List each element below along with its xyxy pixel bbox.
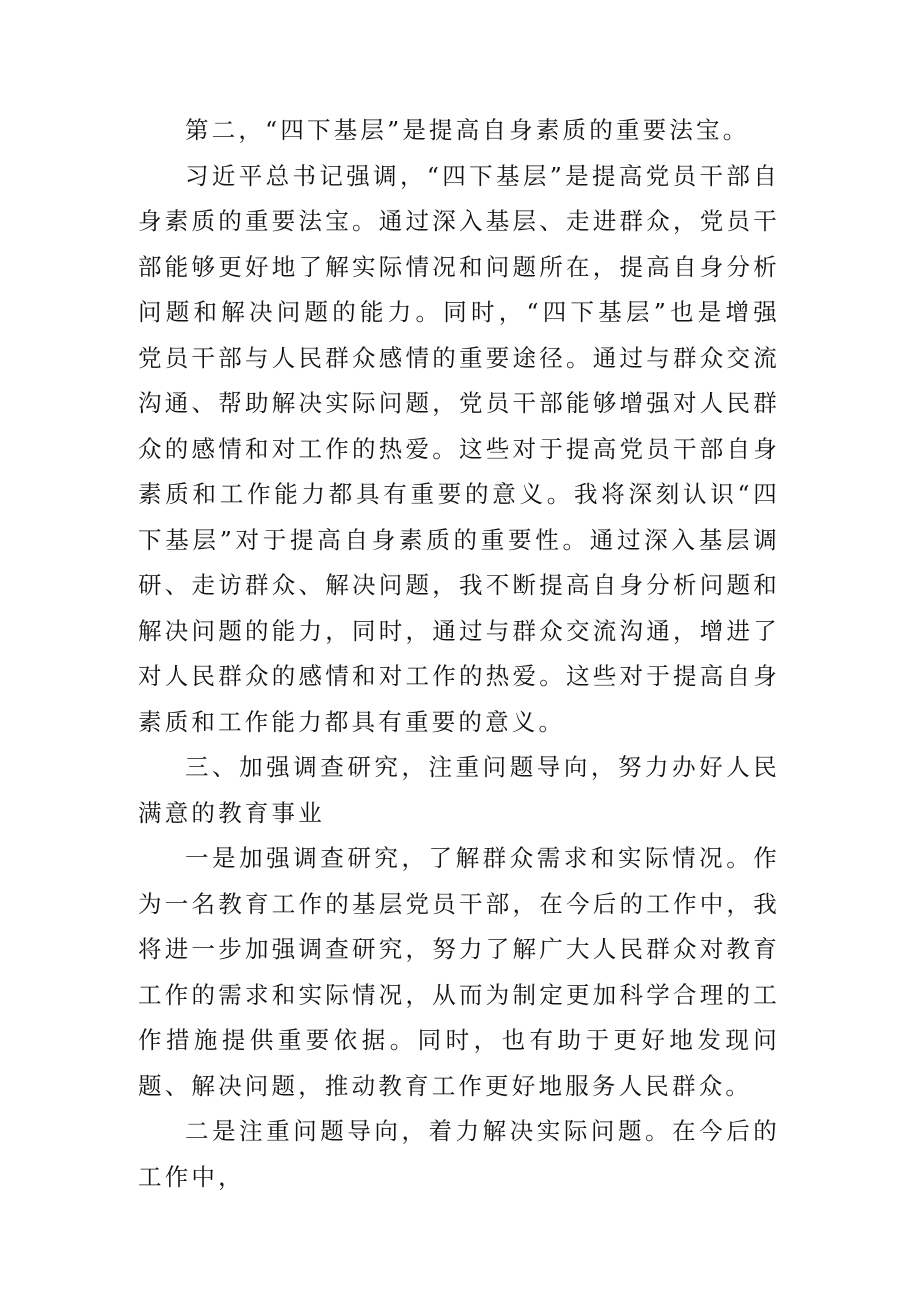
paragraph-body-3: 二是注重问题导向，着力解决实际问题。在今后的工作中，	[138, 1117, 780, 1191]
document-body	[138, 108, 780, 1200]
paragraph-heading-second: 第二，“四下基层”是提高自身素质的重要法宝。	[185, 116, 750, 144]
paragraph-body-1: 习近平总书记强调，“四下基层”是提高党员干部自身素质的重要法宝。通过深入基层、走进群众，党员干部能够更好地了解实际情况和问题所在，提高自身分析问题和解决问题的能力。同时，“四下基层”也是增强党员干部与人民群众感情的重要途径。通过与群众交流沟通、帮助解决实际问题，党员干部能够增强对人民群众的感情和对工作的热爱。这些对于提高党员干部自身素质和工作能力都具有重要的意义。我将深刻认识“四下基层”对于提高自身素质的重要性。通过深入基层调研、走访群众、解决问题，我不断提高自身分析问题和解决问题的能力，同时，通过与群众交流沟通，增进了对人民群众的感情和对工作的热爱。这些对于提高自身素质和工作能力都具有重要的意义。	[138, 161, 780, 736]
section-heading-three: 三、加强调查研究，注重问题导向，努力办好人民满意的教育事业	[138, 753, 780, 827]
paragraph-body-2: 一是加强调查研究，了解群众需求和实际情况。作为一名教育工作的基层党员干部，在今后的工作中，我将进一步加强调查研究，努力了解广大人民群众对教育工作的需求和实际情况，从而为制定更加科学合理的工作措施提供重要依据。同时，也有助于更好地发现问题、解决问题，推动教育工作更好地服务人民群众。	[138, 844, 780, 1100]
